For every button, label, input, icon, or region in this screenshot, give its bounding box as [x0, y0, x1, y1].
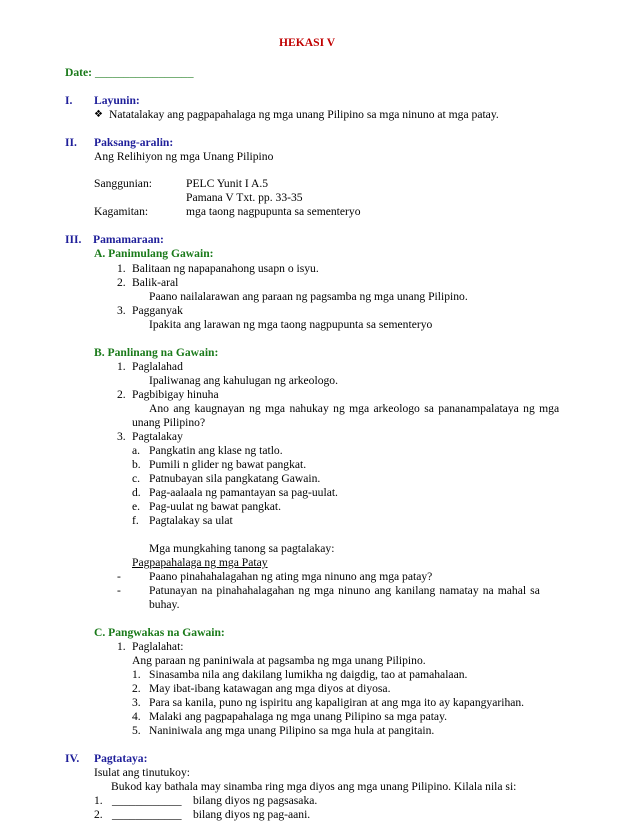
section-number-4: IV.: [65, 752, 80, 765]
pagtataya-item-number: 2.: [94, 808, 103, 821]
b3-list-text: Pangkatin ang klase ng tatlo.: [149, 444, 283, 457]
b1-number: 1.: [117, 360, 126, 373]
c-list-number: 4.: [132, 710, 141, 723]
sanggunian-value-1: PELC Yunit I A.5: [186, 177, 269, 190]
section-heading-pagtataya: Pagtataya:: [94, 752, 148, 765]
page-title: HEKASI V: [279, 36, 336, 49]
c-list-text: Naniniwala ang mga unang Pilipino sa mga hula at pangitain.: [149, 724, 435, 737]
section-heading-layunin: Layunin:: [94, 94, 140, 107]
dash-bullet: -: [117, 584, 121, 597]
b3-list-text: Pag-uulat ng bawat pangkat.: [149, 500, 282, 513]
c-list-text: Malaki ang pagpapahalaga ng mga unang Pilipino sa mga patay.: [149, 710, 448, 723]
layunin-item: Natatalakay ang pagpapahalaga ng mga unang Pilipino sa mga ninuno at mga patay.: [109, 108, 499, 121]
pagtataya-intro: Bukod kay bathala may sinamba ring mga diyos ang mga unang Pilipino. Kilala nila si:: [111, 780, 517, 793]
b3-title: Pagtalakay: [132, 430, 183, 443]
a-item-text: Paano nailalarawan ang paraan ng pagsamba ng mga unang Pilipino.: [149, 290, 468, 303]
sanggunian-value-2: Pamana V Txt. pp. 33-35: [186, 191, 303, 204]
c-list-text: Para sa kanila, puno ng ispiritu ang kapaligiran at ang mga ito ay kapangyarihan.: [149, 696, 525, 709]
pagtataya-item-number: 1.: [94, 794, 103, 807]
question-1: Paano pinahahalagahan ng ating mga ninuno ang mga patay?: [149, 570, 433, 583]
a-item-text: Balitaan ng napapanahong usapn o isyu.: [132, 262, 319, 275]
b3-list-letter: f.: [132, 514, 139, 527]
subsection-a-heading: A. Panimulang Gawain:: [94, 247, 214, 260]
b3-list-letter: e.: [132, 500, 141, 513]
a-item-number: 2.: [117, 276, 126, 289]
pagtataya-answer-blank: ____________: [112, 794, 182, 807]
mungkahi-heading: Mga mungkahing tanong sa pagtalakay:: [149, 542, 335, 555]
question-2-line-2: buhay.: [149, 598, 180, 611]
b3-number: 3.: [117, 430, 126, 443]
b3-list-text: Pag-aalaala ng pamantayan sa pag-uulat.: [149, 486, 338, 499]
c-list-text: Sinasamba nila ang dakilang lumikha ng daigdig, tao at pamahalaan.: [149, 668, 468, 681]
pagtataya-instruction: Isulat ang tinutukoy:: [94, 766, 190, 779]
date-label: Date:: [65, 66, 95, 79]
pagtataya-item-text: bilang diyos ng pagsasaka.: [193, 794, 318, 807]
c1-title: Paglalahat:: [132, 640, 184, 653]
b1-subtext: Ipaliwanag ang kahulugan ng arkeologo.: [149, 374, 338, 387]
section-number-2: II.: [65, 136, 77, 149]
pagtataya-answer-blank: ____________: [112, 808, 182, 821]
a-item-text: Balik-aral: [132, 276, 179, 289]
b3-list-text: Pumili n glider ng bawat pangkat.: [149, 458, 307, 471]
section-number-3: III.: [65, 233, 82, 246]
subsection-c-heading: C. Pangwakas na Gawain:: [94, 626, 225, 639]
b2-question-line-1: Ano ang kaugnayan ng mga nahukay ng mga arkeologo sa pananampalataya ng mga: [149, 402, 560, 415]
b3-list-letter: c.: [132, 472, 141, 485]
section-number-1: I.: [65, 94, 73, 107]
b3-list-letter: d.: [132, 486, 141, 499]
b3-list-letter: b.: [132, 458, 141, 471]
c-list-number: 5.: [132, 724, 141, 737]
section-heading-paksang-aralin: Paksang-aralin:: [94, 136, 174, 149]
b3-list-letter: a.: [132, 444, 141, 457]
section-heading-pamamaraan: Pamamaraan:: [93, 233, 164, 246]
kagamitan-label: Kagamitan:: [94, 205, 149, 218]
kagamitan-value: mga taong nagpupunta sa sementeryo: [186, 205, 361, 218]
b2-number: 2.: [117, 388, 126, 401]
sanggunian-label: Sanggunian:: [94, 177, 152, 190]
a-item-number: 3.: [117, 304, 126, 317]
pagpapahalaga-heading: Pagpapahalaga ng mga Patay: [132, 556, 268, 569]
c-list-number: 3.: [132, 696, 141, 709]
c-list-number: 1.: [132, 668, 141, 681]
a-item-text: Ipakita ang larawan ng mga taong nagpupunta sa sementeryo: [149, 318, 433, 331]
b2-question-line-2: unang Pilipino?: [132, 416, 206, 429]
b3-list-text: Pagtalakay sa ulat: [149, 514, 233, 527]
subsection-b-heading: B. Panlinang na Gawain:: [94, 346, 219, 359]
paksa-topic: Ang Relihiyon ng mga Unang Pilipino: [94, 150, 274, 163]
diamond-bullet-icon: ❖: [94, 109, 103, 120]
b1-title: Paglalahad: [132, 360, 183, 373]
a-item-number: 1.: [117, 262, 126, 275]
pagtataya-item-text: bilang diyos ng pag-aani.: [193, 808, 311, 821]
b2-title: Pagbibigay hinuha: [132, 388, 219, 401]
question-2-line-1: Patunayan na pinahahalagahan ng mga ninuno ang kanilang namatay na mahal sa: [149, 584, 540, 597]
c-list-text: May ibat-ibang katawagan ang mga diyos at diyosa.: [149, 682, 391, 695]
date-blank: _________________: [94, 66, 194, 79]
date-line: [65, 66, 193, 80]
b3-list-text: Patnubayan sila pangkatang Gawain.: [149, 472, 321, 485]
a-item-text: Pagganyak: [132, 304, 183, 317]
dash-bullet: -: [117, 570, 121, 583]
c-list-number: 2.: [132, 682, 141, 695]
c1-number: 1.: [117, 640, 126, 653]
c-intro: Ang paraan ng paniniwala at pagsamba ng mga unang Pilipino.: [132, 654, 426, 667]
